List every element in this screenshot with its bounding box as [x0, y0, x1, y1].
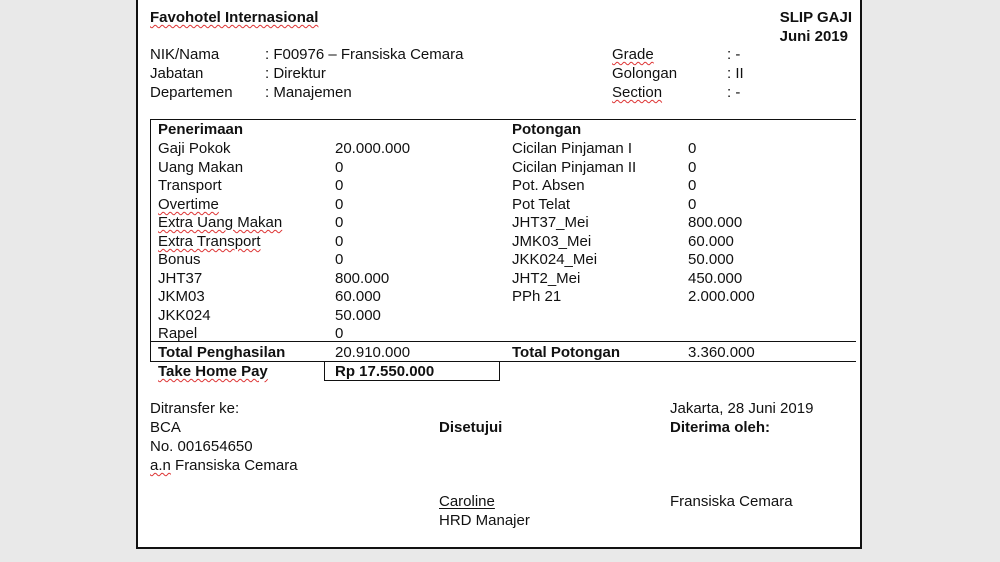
- approval-label: Disetujui: [439, 419, 503, 436]
- golongan-label: Golongan: [612, 65, 678, 82]
- salary-slip: [136, 0, 862, 549]
- total-top-rule: [150, 341, 856, 342]
- receipt-place-date: Jakarta, 28 Juni 2019: [670, 400, 814, 417]
- penerimaan-item-value: 0: [335, 214, 344, 231]
- doc-title: SLIP GAJI: [779, 9, 852, 26]
- table-top-rule: [150, 119, 856, 120]
- transfer-account-name: [150, 457, 298, 475]
- potongan-item-label: JHT2_Mei: [512, 270, 581, 287]
- penerimaan-item-label: Extra Transport: [158, 233, 261, 250]
- jabatan-label: Jabatan: [150, 65, 204, 82]
- transfer-an-name: Fransiska Cemara: [170, 457, 298, 474]
- period: Juni 2019: [779, 28, 848, 45]
- penerimaan-item-label: Gaji Pokok: [158, 140, 231, 157]
- total-potongan-value: 3.360.000: [688, 344, 755, 361]
- total-penghasilan-label: Total Penghasilan: [158, 344, 286, 361]
- potongan-item-value: 60.000: [688, 233, 734, 250]
- penerimaan-item-label: Transport: [158, 177, 222, 194]
- potongan-item-value: 450.000: [688, 270, 743, 287]
- potongan-item-label: JKK024_Mei: [512, 251, 598, 268]
- potongan-item-value: 0: [688, 140, 697, 157]
- transfer-an-prefix: a.n: [150, 457, 171, 474]
- departemen-value: : Manajemen: [265, 84, 352, 101]
- penerimaan-item-label: JKM03: [158, 288, 205, 305]
- total-penghasilan-value: 20.910.000: [335, 344, 411, 361]
- golongan-value: : II: [727, 65, 744, 82]
- departemen-label: Departemen: [150, 84, 233, 101]
- nik-label: NIK/Nama: [150, 46, 220, 63]
- potongan-item-value: 0: [688, 177, 697, 194]
- take-home-label: Take Home Pay: [158, 363, 268, 380]
- penerimaan-item-value: 0: [335, 196, 344, 213]
- penerimaan-item-value: 20.000.000: [335, 140, 411, 157]
- approval-title: HRD Manajer: [439, 512, 530, 529]
- total-potongan-label: Total Potongan: [512, 344, 621, 361]
- penerimaan-item-value: 0: [335, 233, 344, 250]
- penerimaan-item-label: Uang Makan: [158, 159, 244, 176]
- penerimaan-item-value: 0: [335, 251, 344, 268]
- potongan-item-value: 0: [688, 196, 697, 213]
- penerimaan-heading: Penerimaan: [158, 121, 244, 138]
- section-value: : -: [727, 84, 741, 101]
- jabatan-value: : Direktur: [265, 65, 326, 82]
- potongan-item-label: Pot. Absen: [512, 177, 585, 194]
- penerimaan-item-value: 0: [335, 325, 344, 342]
- approval-name: Caroline: [439, 493, 495, 510]
- potongan-item-value: 0: [688, 159, 697, 176]
- receipt-label: Diterima oleh:: [670, 419, 771, 436]
- penerimaan-item-value: 60.000: [335, 288, 381, 305]
- company-name: [150, 9, 318, 27]
- potongan-item-label: Cicilan Pinjaman I: [512, 140, 633, 157]
- penerimaan-item-value: 800.000: [335, 270, 390, 287]
- receipt-name: Fransiska Cemara: [670, 493, 793, 510]
- penerimaan-item-label: JHT37: [158, 270, 203, 287]
- potongan-item-label: Pot Telat: [512, 196, 571, 213]
- penerimaan-item-value: 0: [335, 177, 344, 194]
- potongan-item-value: 50.000: [688, 251, 734, 268]
- penerimaan-item-label: Bonus: [158, 251, 201, 268]
- penerimaan-item-label: Overtime: [158, 196, 219, 213]
- penerimaan-item-label: JKK024: [158, 307, 211, 324]
- potongan-item-label: PPh 21: [512, 288, 562, 305]
- company-name-text: Favohotel Internasional: [150, 9, 319, 26]
- penerimaan-item-value: 50.000: [335, 307, 381, 324]
- potongan-item-label: Cicilan Pinjaman II: [512, 159, 637, 176]
- penerimaan-item-value: 0: [335, 159, 344, 176]
- grade-value: : -: [727, 46, 741, 63]
- potongan-item-value: 800.000: [688, 214, 743, 231]
- transfer-account: No. 001654650: [150, 438, 253, 455]
- penerimaan-item-label: Rapel: [158, 325, 198, 342]
- grade-label: Grade: [612, 46, 654, 63]
- transfer-label: Ditransfer ke:: [150, 400, 240, 417]
- take-home-value: Rp 17.550.000: [335, 363, 435, 380]
- nik-value: : F00976 – Fransiska Cemara: [265, 46, 464, 63]
- potongan-item-label: JHT37_Mei: [512, 214, 589, 231]
- potongan-heading: Potongan: [512, 121, 582, 138]
- transfer-bank: BCA: [150, 419, 181, 436]
- section-label: Section: [612, 84, 663, 101]
- potongan-item-label: JMK03_Mei: [512, 233, 592, 250]
- potongan-item-value: 2.000.000: [688, 288, 755, 305]
- penerimaan-item-label: Extra Uang Makan: [158, 214, 283, 231]
- table-left-rule: [150, 119, 151, 361]
